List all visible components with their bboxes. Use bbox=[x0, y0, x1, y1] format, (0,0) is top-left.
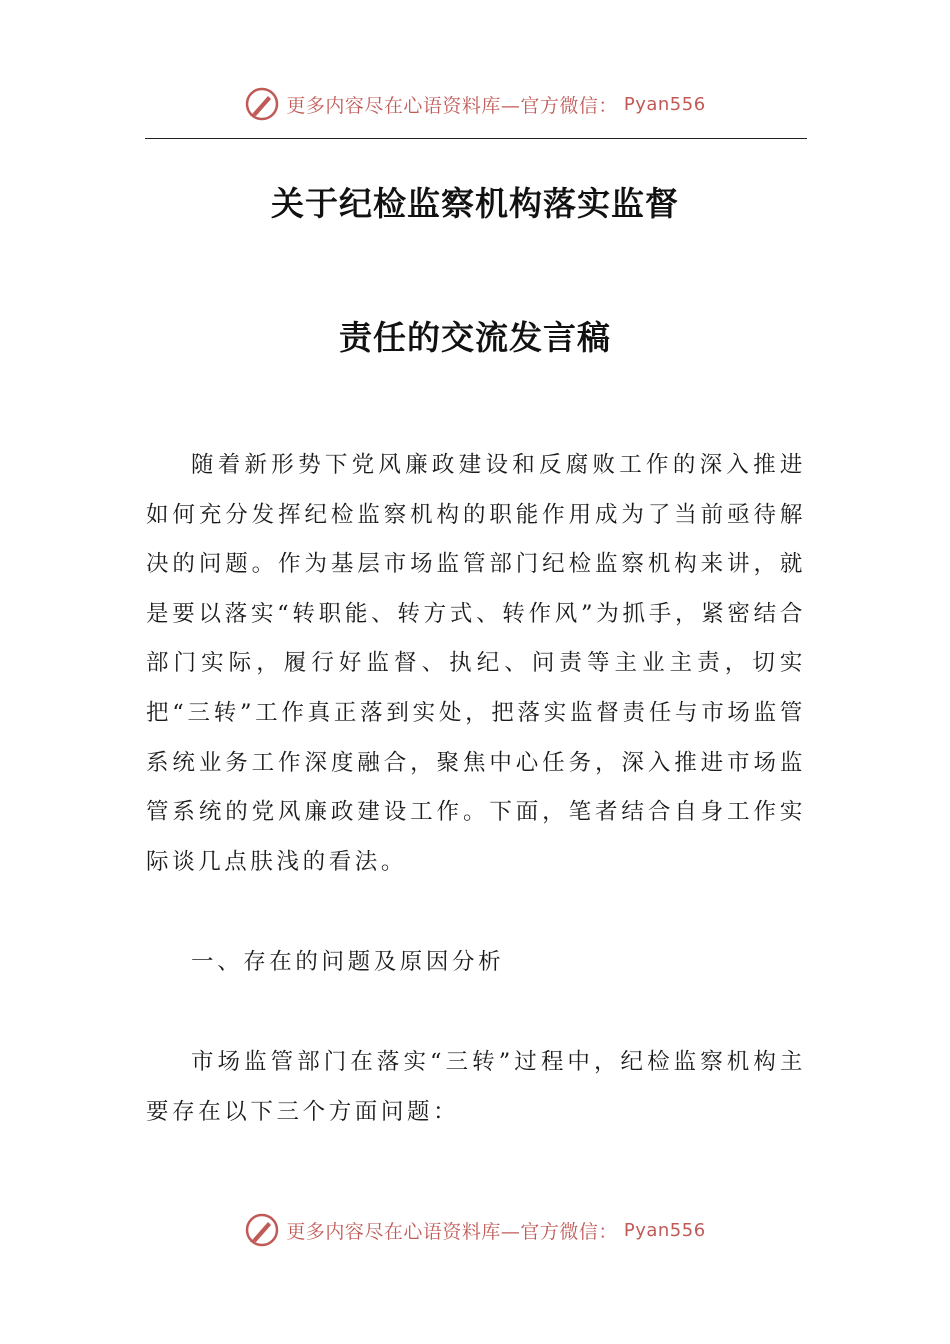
paragraph-intro: 随着新形势下党风廉政建设和反腐败工作的深入推进如何充分发挥纪检监察机构的职能作用成为了当前亟待解决的问题。作为基层市场监管部门纪检监察机构来讲，就是要以落实“转职能、转方式、转作风”为抓手，紧密结合部门实际，履行好监督、执纪、问责等主业主责，切实把“三转”工作真正落到实处，把落实监督责任与市场监管系统业务工作深度融合，聚焦中心任务，深入推进市场监管系统的党风廉政建设工作。下面，笔者结合自身工作实际谈几点肤浅的看法。 bbox=[146, 452, 806, 875]
watermark-wechat-id: Pyan556 bbox=[623, 1219, 706, 1241]
document-title-line1: 关于纪检监察机构落实监督 bbox=[271, 184, 679, 223]
watermark-banner-bottom bbox=[0, 1210, 950, 1250]
pen-logo-icon bbox=[244, 1212, 280, 1248]
paragraph-problems: 市场监管部门在落实“三转”过程中，纪检监察机构主要存在以下三个方面问题： bbox=[146, 1049, 806, 1125]
section-heading-1: 一、存在的问题及原因分析 bbox=[191, 949, 505, 975]
document-title-line2: 责任的交流发言稿 bbox=[339, 318, 611, 357]
watermark-text: 更多内容尽在心语资料库—官方微信： bbox=[286, 1220, 618, 1243]
header-divider bbox=[145, 138, 807, 139]
pen-logo-icon bbox=[244, 86, 280, 122]
watermark-wechat-id: Pyan556 bbox=[623, 93, 706, 115]
watermark-banner-top bbox=[0, 84, 950, 124]
watermark-text: 更多内容尽在心语资料库—官方微信： bbox=[286, 94, 618, 117]
